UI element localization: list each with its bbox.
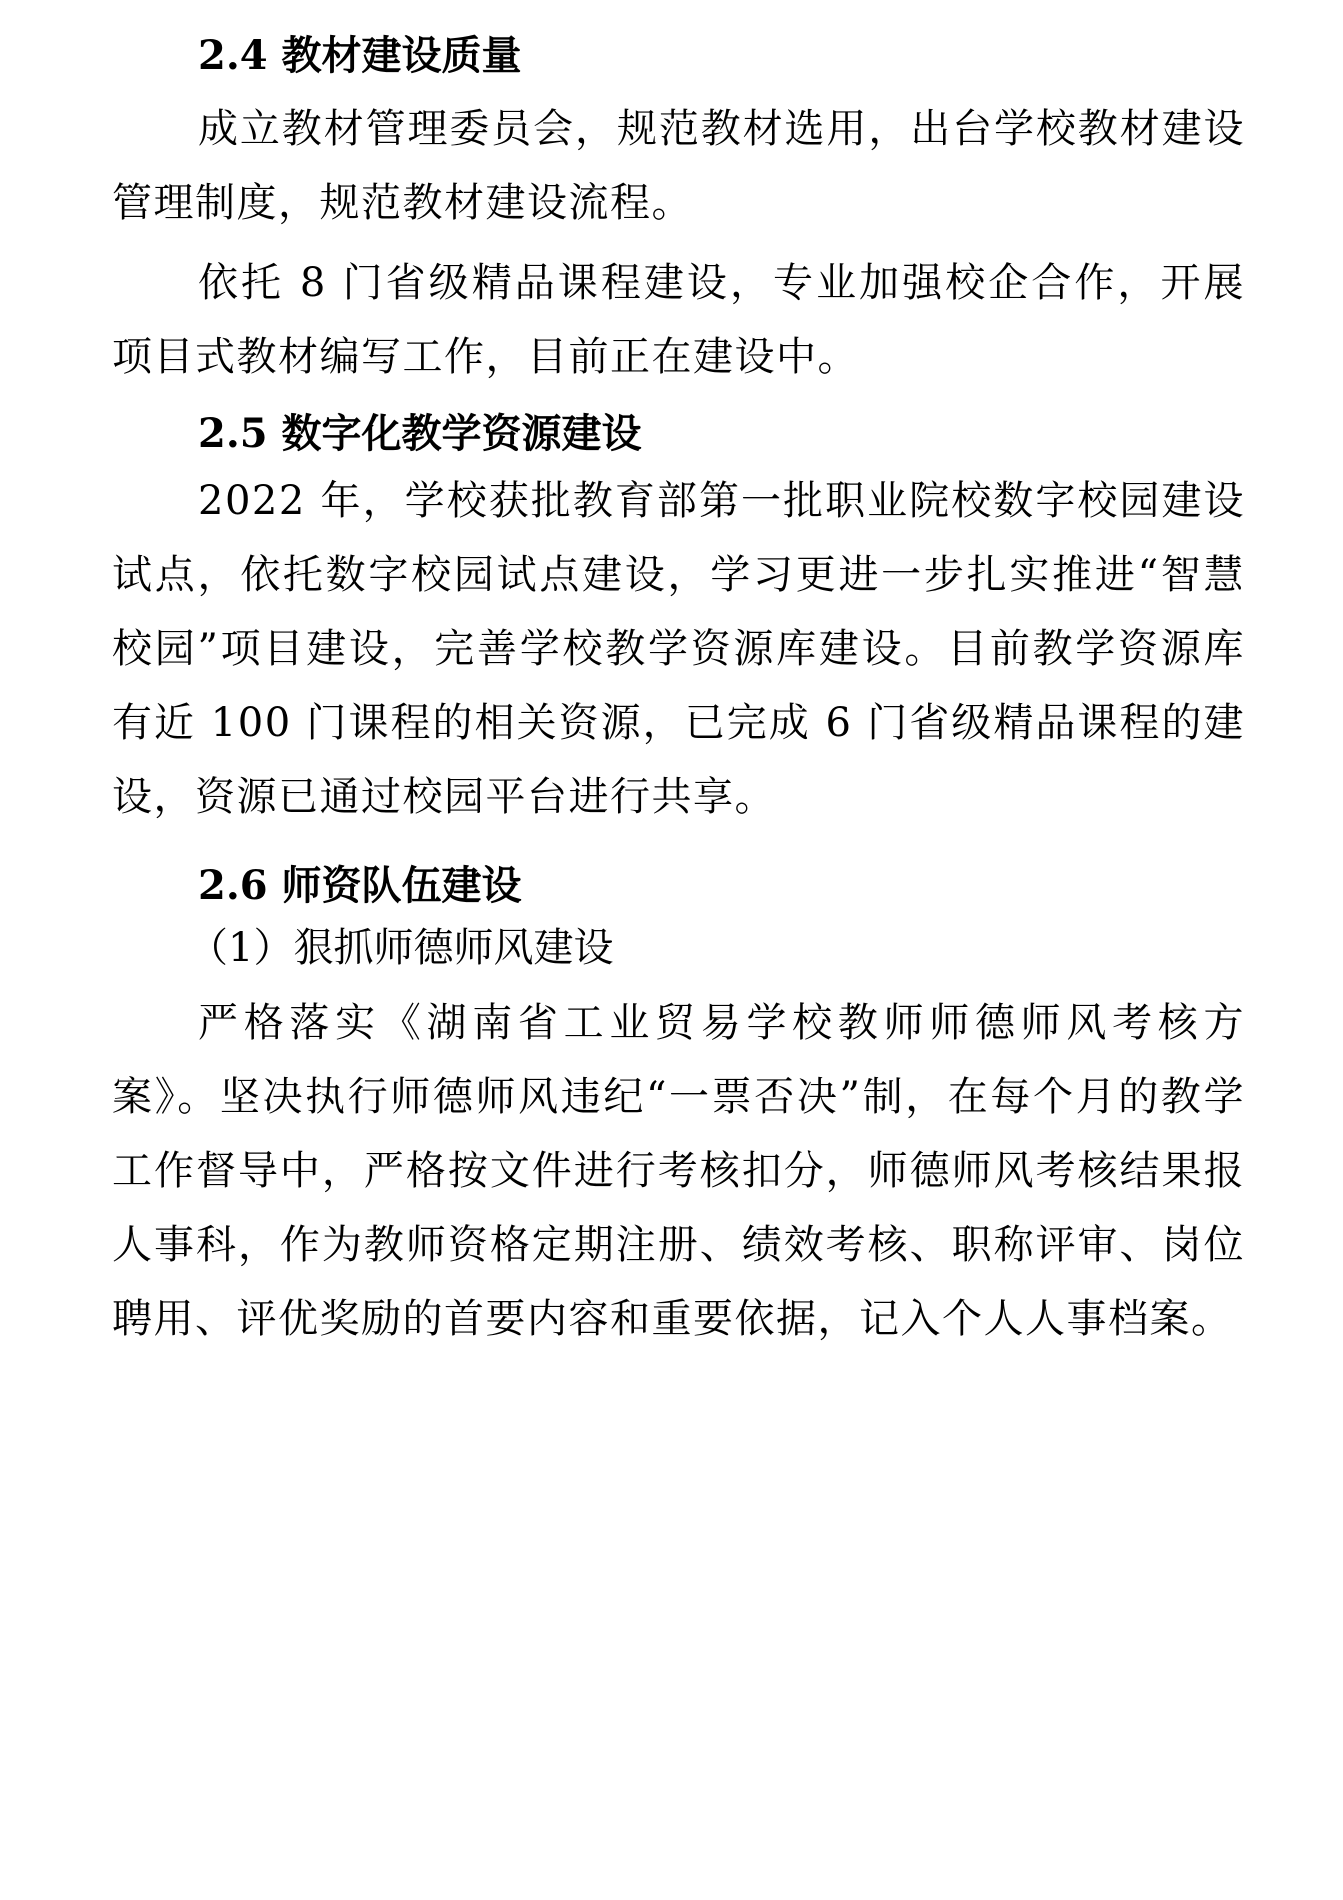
section-heading-2-4: 2.4 教材建设质量	[198, 32, 522, 79]
subsection-heading: （1）狠抓师德师风建设	[188, 925, 614, 971]
document-body	[112, 26, 1245, 1356]
paragraph: 严格落实《湖南省工业贸易学校教师师德师风考核方案》。坚决执行师德师风违纪“一票否决”制，在每个月的教学工作督导中，严格按文件进行考核扣分，师德师风考核结果报人事科，作为教师资格定期注册、绩效考核、职称评审、岗位聘用、评优奖励的首要内容和重要依据，记入个人人事档案。	[112, 1000, 1245, 1342]
paragraph: 2022 年，学校获批教育部第一批职业院校数字校园建设试点，依托数字校园试点建设，学习更进一步扎实推进“智慧校园”项目建设，完善学校教学资源库建设。目前教学资源库有近 100 门课程的相关资源，已完成 6 门省级精品课程的建设，资源已通过校园平台进行共享。	[112, 478, 1245, 820]
paragraph: 依托 8 门省级精品课程建设，专业加强校企合作，开展项目式教材编写工作，目前正在建设中。	[112, 260, 1245, 380]
paragraph: 成立教材管理委员会，规范教材选用，出台学校教材建设管理制度，规范教材建设流程。	[112, 106, 1245, 226]
section-heading-2-5: 2.5 数字化教学资源建设	[198, 410, 642, 457]
section-heading-2-6: 2.6 师资队伍建设	[198, 862, 522, 909]
